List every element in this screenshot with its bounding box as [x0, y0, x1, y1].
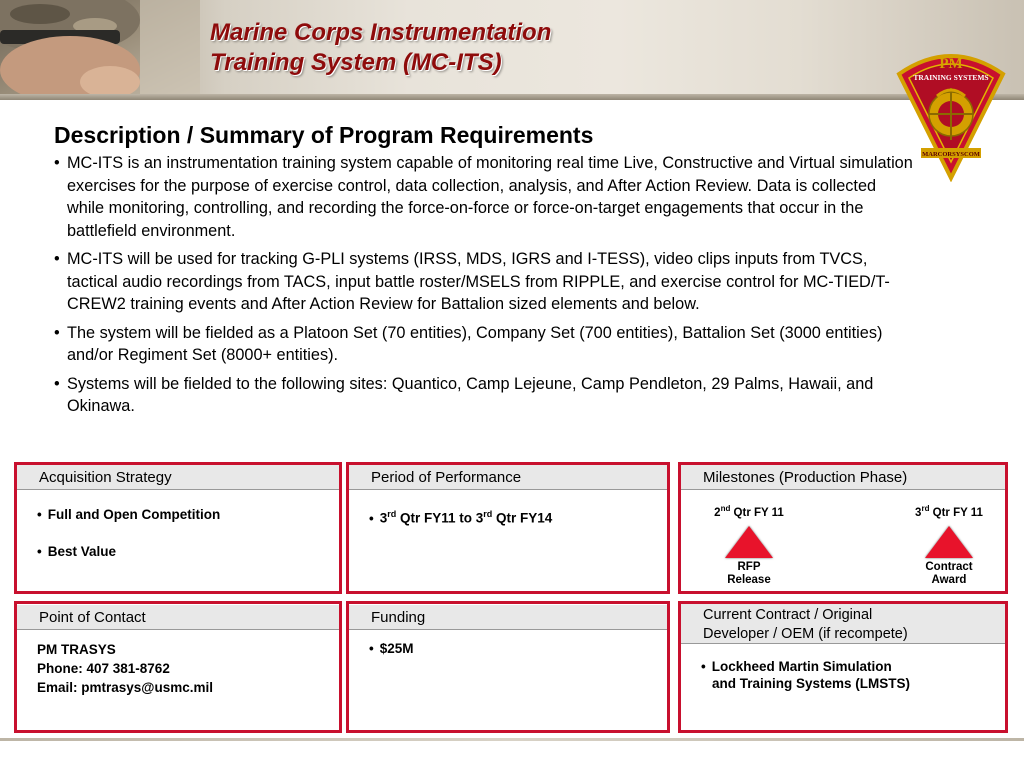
logo-top-text: PM: [939, 56, 963, 72]
funding-box: [346, 601, 670, 733]
milestone-label: RFP: [737, 560, 761, 573]
milestone-triangle-icon: [725, 526, 773, 558]
acquisition-strategy-box: [14, 462, 342, 594]
logo-bottom-text: MARCORSYSCOM: [922, 151, 980, 158]
funding-title: Funding: [349, 605, 667, 630]
footer-divider: [0, 738, 1024, 741]
description-bullet: • The system will be fielded as a Platoon Set (70 entities), Company Set (700 entities), Battalion Set (3000 entities) and/or Regiment Set (8000+ entities).: [54, 322, 914, 367]
period-item: • 3rd Qtr FY11 to 3rd Qtr FY14: [369, 506, 667, 527]
point-of-contact-box: [14, 601, 342, 733]
funding-item: • $25M: [369, 640, 667, 657]
description-bullet: • MC-ITS will be used for tracking G-PLI systems (IRSS, MDS, IGRS and I-TESS), video clips inputs from TVCS, tactical audio recordings from TACS, input battle roster/MSELS from RIPPLE, and exercise control for MC-TIED/T-CREW2 training events and After Action Review for Battalion sized elements and below.: [54, 248, 914, 316]
soldier-photo: [0, 0, 200, 100]
description-heading: Description / Summary of Program Requirements: [54, 122, 594, 148]
contract-item: • Lockheed Martin Simulation: [701, 659, 892, 674]
contract-item-continued: and Training Systems (LMSTS): [712, 676, 911, 691]
point-of-contact-title: Point of Contact: [17, 605, 339, 630]
acquisition-item: • Full and Open Competition: [37, 506, 339, 523]
title-line-2: Training System (MC-ITS): [210, 49, 502, 76]
period-of-performance-box: [346, 462, 670, 594]
page-title: [210, 18, 551, 78]
title-line-1: Marine Corps Instrumentation: [210, 19, 552, 46]
current-contract-title-line: Current Contract / Original: [703, 607, 873, 623]
milestone-date: 3rd Qtr FY 11: [915, 504, 983, 519]
description-bullet: • MC-ITS is an instrumentation training system capable of monitoring real time Live, Constructive and Virtual simulation exercises for the purpose of exercise control, data collection, analysis, and After Action Review. Data is collected while monitoring, controlling, and recording the force-on-force or force-on-target engagements that occur in the battlefield environment.: [54, 152, 914, 242]
contact-name: PM TRASYS: [37, 642, 116, 657]
current-contract-box: [678, 601, 1008, 733]
milestone-rfp-release: [699, 502, 799, 587]
description-bullet: • Systems will be fielded to the following sites: Quantico, Camp Lejeune, Camp Pendleton, 29 Palms, Hawaii, and Okinawa.: [54, 373, 914, 418]
milestones-box: [678, 462, 1008, 594]
contact-email: Email: pmtrasys@usmc.mil: [37, 680, 213, 695]
milestone-contract-award: [899, 502, 999, 587]
header-banner: [0, 0, 1024, 100]
milestone-triangle-icon: [925, 526, 973, 558]
milestone-label: Award: [931, 573, 967, 586]
acquisition-item: • Best Value: [37, 543, 339, 560]
milestone-label: Release: [727, 573, 771, 586]
period-of-performance-title: Period of Performance: [349, 465, 667, 490]
current-contract-title: [681, 604, 1005, 644]
milestones-title: Milestones (Production Phase): [681, 465, 1005, 490]
current-contract-title-line: Developer / OEM (if recompete): [703, 626, 908, 642]
logo-middle-text: TRAINING SYSTEMS: [913, 73, 989, 82]
acquisition-strategy-title: Acquisition Strategy: [17, 465, 339, 490]
contact-phone: Phone: 407 381-8762: [37, 661, 170, 676]
description-bullets: [54, 152, 914, 424]
milestone-label: Contract: [925, 560, 973, 573]
milestone-date: 2nd Qtr FY 11: [714, 504, 784, 519]
